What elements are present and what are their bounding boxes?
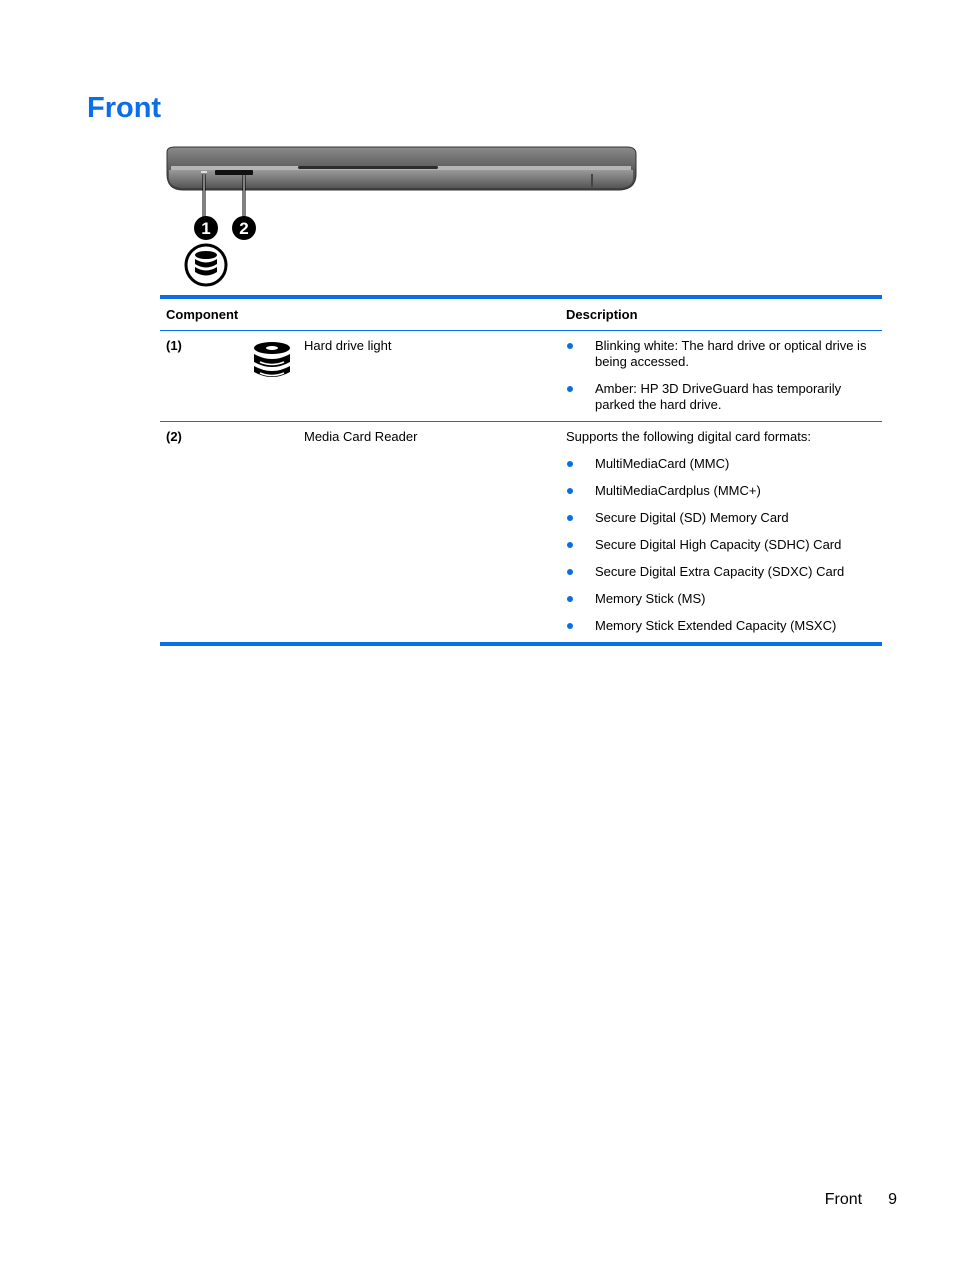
callout-2-label: 2 — [239, 219, 249, 238]
description-list — [566, 456, 876, 634]
bullet-icon — [567, 596, 573, 602]
component-name: Media Card Reader — [298, 422, 560, 645]
bullet-icon — [567, 461, 573, 467]
hard-drive-icon — [252, 342, 292, 380]
component-table — [160, 295, 882, 646]
component-number: (2) — [160, 422, 208, 645]
component-number: (1) — [160, 331, 208, 422]
page-title: Front — [87, 92, 162, 124]
page-footer — [825, 1191, 897, 1209]
footer-section-label: Front — [824, 1191, 863, 1208]
list-item: Secure Digital (SD) Memory Card — [566, 510, 876, 526]
component-description — [560, 422, 882, 645]
description-header: Description — [560, 297, 882, 331]
hard-drive-icon — [186, 245, 226, 285]
bullet-icon — [567, 569, 573, 575]
bullet-icon — [567, 386, 573, 392]
bullet-icon — [567, 623, 573, 629]
component-header: Component — [160, 297, 560, 331]
list-item: Secure Digital Extra Capacity (SDXC) Card — [566, 564, 876, 580]
laptop-front-illustration — [163, 144, 639, 288]
description-intro: Supports the following digital card formats: — [566, 429, 811, 444]
component-name: Hard drive light — [298, 331, 560, 422]
list-item: Blinking white: The hard drive or optical drive is being accessed. — [566, 338, 876, 370]
callout-1-label: 1 — [201, 219, 211, 238]
table-row — [160, 422, 882, 645]
description-list — [566, 338, 876, 413]
bullet-icon — [567, 488, 573, 494]
list-item: Memory Stick (MS) — [566, 591, 876, 607]
list-item: MultiMediaCardplus (MMC+) — [566, 483, 876, 499]
list-item: MultiMediaCard (MMC) — [566, 456, 876, 472]
list-item: Amber: HP 3D DriveGuard has temporarily parked the hard drive. — [566, 381, 876, 413]
bullet-icon — [567, 515, 573, 521]
component-description — [560, 331, 882, 422]
table-row — [160, 331, 882, 422]
callout-1-badge — [194, 216, 218, 240]
page-number: 9 — [888, 1191, 897, 1208]
list-item: Memory Stick Extended Capacity (MSXC) — [566, 618, 876, 634]
list-item: Secure Digital High Capacity (SDHC) Card — [566, 537, 876, 553]
bullet-icon — [567, 343, 573, 349]
bullet-icon — [567, 542, 573, 548]
callout-2-badge — [232, 216, 256, 240]
